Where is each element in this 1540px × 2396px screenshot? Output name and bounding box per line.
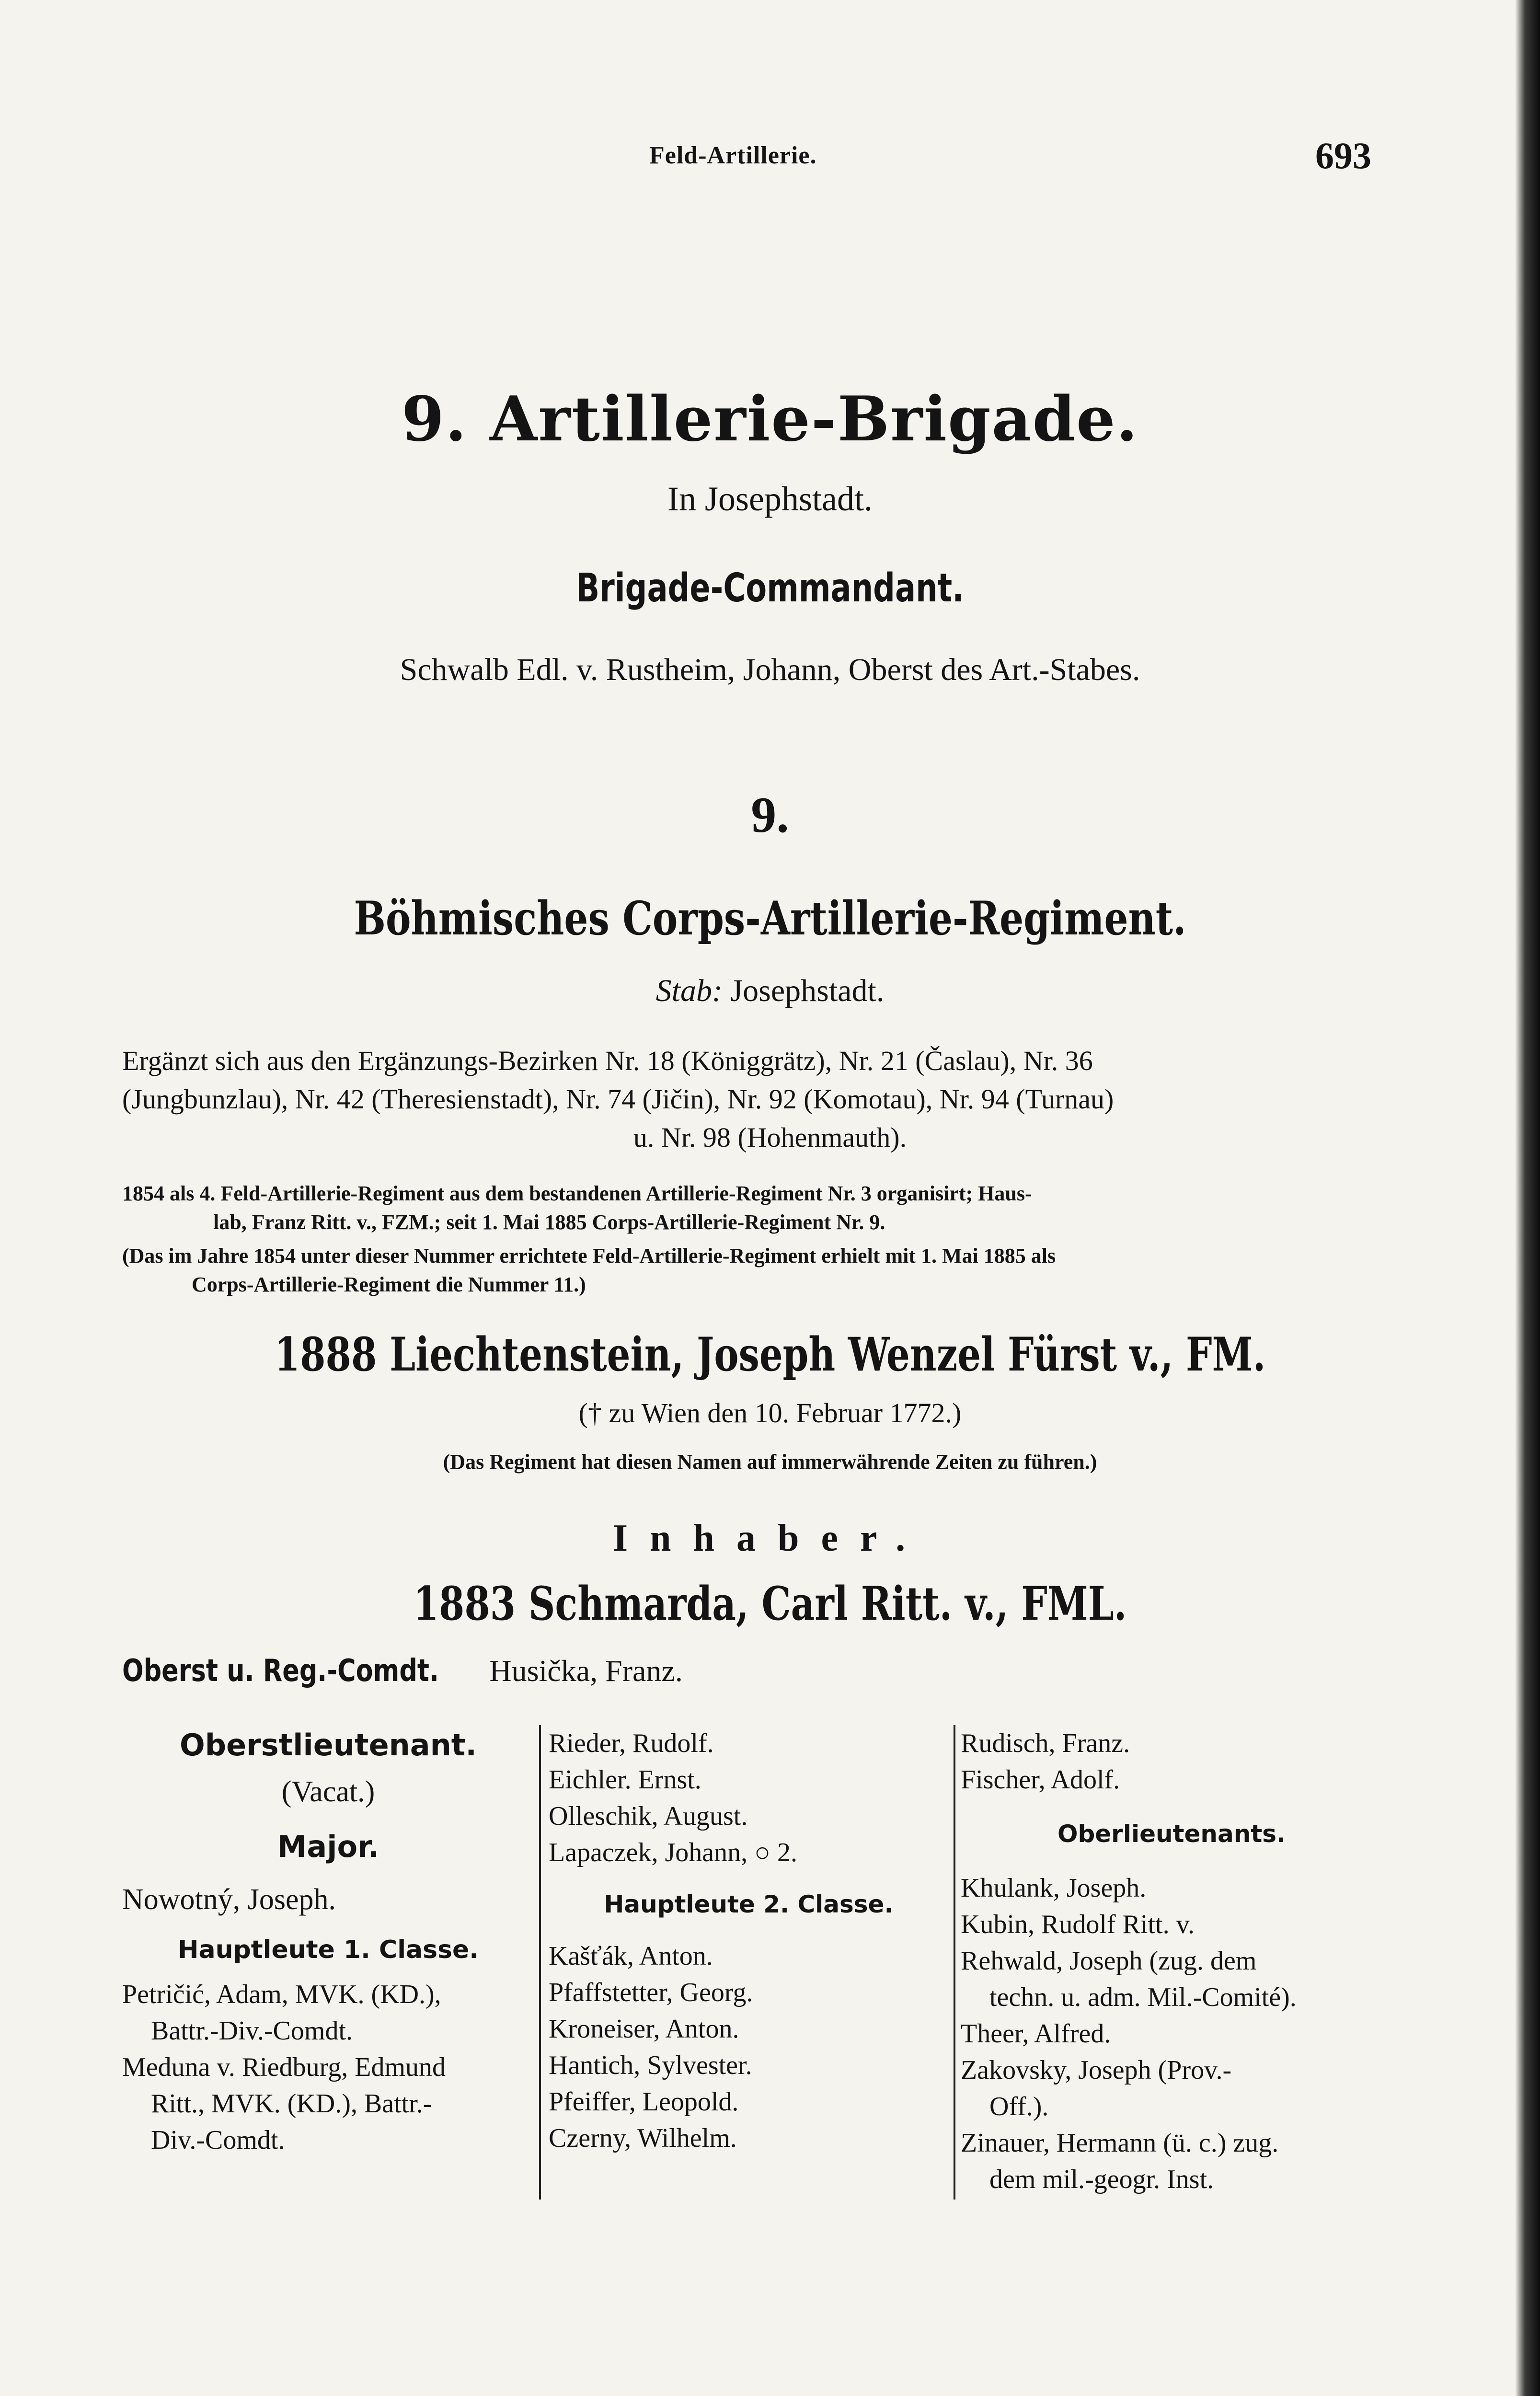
list-item: Battr.-Div.-Comdt. bbox=[151, 2016, 353, 2046]
major-value: Nowotný, Joseph. bbox=[122, 1883, 336, 1916]
list-item: Div.-Comdt. bbox=[151, 2125, 285, 2155]
patron-death: († zu Wien den 10. Februar 1772.) bbox=[578, 1397, 962, 1428]
erganzung-line: u. Nr. 98 (Hohenmauth). bbox=[633, 1122, 907, 1153]
oberst-name: Husička, Franz. bbox=[489, 1654, 683, 1688]
list-item: Kašťák, Anton. bbox=[549, 1941, 713, 1971]
major-heading: Major. bbox=[277, 1829, 379, 1864]
oberstleutnant-value: (Vacat.) bbox=[281, 1775, 375, 1808]
brigade-title: 9. Artillerie-Brigade. bbox=[401, 383, 1139, 455]
page-edge-shadow bbox=[1515, 0, 1540, 2396]
erganzung-line: (Jungbunzlau), Nr. 42 (Theresienstadt), Nr. 74 (Jičin), Nr. 92 (Komotau), Nr. 94 (Turnau) bbox=[122, 1083, 1114, 1115]
list-item: Off.). bbox=[989, 2092, 1049, 2121]
oberst-line bbox=[122, 1653, 683, 1689]
list-item: Zakovsky, Joseph (Prov.- bbox=[961, 2055, 1232, 2085]
list-item: Khulank, Joseph. bbox=[961, 1873, 1147, 1903]
list-item: dem mil.-geogr. Inst. bbox=[989, 2165, 1214, 2194]
list-item: Ritt., MVK. (KD.), Battr.- bbox=[151, 2089, 432, 2119]
column-1 bbox=[122, 1725, 534, 2158]
list-item: Eichler. Ernst. bbox=[549, 1765, 701, 1795]
column-divider bbox=[539, 1725, 541, 2200]
stab-label: Stab: bbox=[655, 973, 723, 1008]
column-3 bbox=[961, 1725, 1382, 2198]
commander-heading: Brigade-Commandant. bbox=[576, 565, 964, 611]
list-item: Hantich, Sylvester. bbox=[549, 2050, 752, 2080]
list-item: Pfeiffer, Leopold. bbox=[549, 2087, 739, 2117]
oberst-label: Oberst u. Reg.-Comdt. bbox=[122, 1653, 439, 1689]
inhaber-heading: Inhaber. bbox=[612, 1517, 928, 1559]
column-divider bbox=[954, 1725, 955, 2200]
patron-note: (Das Regiment hat diesen Namen auf immerwährende Zeiten zu führen.) bbox=[443, 1450, 1097, 1474]
list-item: Olleschik, August. bbox=[549, 1801, 748, 1831]
list-item: Theer, Alfred. bbox=[961, 2019, 1111, 2049]
list-item: Rudisch, Franz. bbox=[961, 1728, 1130, 1758]
list-item: Kubin, Rudolf Ritt. v. bbox=[961, 1910, 1195, 1939]
history-line: (Das im Jahre 1854 unter dieser Nummer errichtete Feld-Artillerie-Regiment erhielt mit 1. Mai 1885 als bbox=[122, 1244, 1056, 1267]
regiment-stab bbox=[0, 973, 1540, 1009]
list-item: Pfaffstetter, Georg. bbox=[549, 1978, 753, 2007]
history-line: 1854 als 4. Feld-Artillerie-Regiment aus dem bestandenen Artillerie-Regiment Nr. 3 organisirt; Haus- bbox=[122, 1182, 1032, 1205]
page-number: 693 bbox=[1315, 135, 1371, 176]
list-item: Kroneiser, Anton. bbox=[549, 2014, 739, 2044]
regiment-name: Böhmisches Corps-Artillerie-Regiment. bbox=[354, 891, 1186, 945]
list-item: Rieder, Rudolf. bbox=[549, 1728, 714, 1758]
patron-name: 1888 Liechtenstein, Joseph Wenzel Fürst v., FM. bbox=[274, 1327, 1266, 1382]
list-item: Lapaczek, Johann, ○ 2. bbox=[549, 1838, 797, 1867]
history-line: Corps-Artillerie-Regiment die Nummer 11.) bbox=[192, 1273, 586, 1296]
history-line: lab, Franz Ritt. v., FZM.; seit 1. Mai 1885 Corps-Artillerie-Regiment Nr. 9. bbox=[213, 1210, 885, 1234]
stab-location: Josephstadt. bbox=[730, 973, 885, 1008]
list-item: Czerny, Wilhelm. bbox=[549, 2123, 737, 2153]
hauptleute1-heading: Hauptleute 1. Classe. bbox=[177, 1935, 479, 1964]
erganzung-line: Ergänzt sich aus den Ergänzungs-Bezirken Nr. 18 (Königgrätz), Nr. 21 (Časlau), Nr. 36 bbox=[122, 1045, 1093, 1076]
list-item: Petričić, Adam, MVK. (KD.), bbox=[122, 1980, 441, 2009]
list-item: techn. u. adm. Mil.-Comité). bbox=[989, 1982, 1297, 2012]
inhaber-name: 1883 Schmarda, Carl Ritt. v., FML. bbox=[413, 1577, 1127, 1631]
oberstleutnant-heading: Oberstlieutenant. bbox=[180, 1728, 477, 1762]
running-head: Feld-Artillerie. bbox=[649, 142, 817, 169]
brigade-location: In Josephstadt. bbox=[667, 480, 873, 518]
column-2 bbox=[549, 1725, 949, 2156]
list-item: Meduna v. Riedburg, Edmund bbox=[122, 2052, 446, 2082]
list-item: Fischer, Adolf. bbox=[961, 1765, 1120, 1795]
brigade-commander: Schwalb Edl. v. Rustheim, Johann, Oberst des Art.-Stabes. bbox=[400, 652, 1140, 687]
oberlieutenants-heading: Oberlieutenants. bbox=[1057, 1820, 1286, 1848]
hauptleute2-heading: Hauptleute 2. Classe. bbox=[604, 1890, 894, 1918]
list-item: Rehwald, Joseph (zug. dem bbox=[961, 1946, 1257, 1976]
regiment-number: 9. bbox=[751, 787, 789, 843]
list-item: Zinauer, Hermann (ü. c.) zug. bbox=[961, 2128, 1279, 2158]
